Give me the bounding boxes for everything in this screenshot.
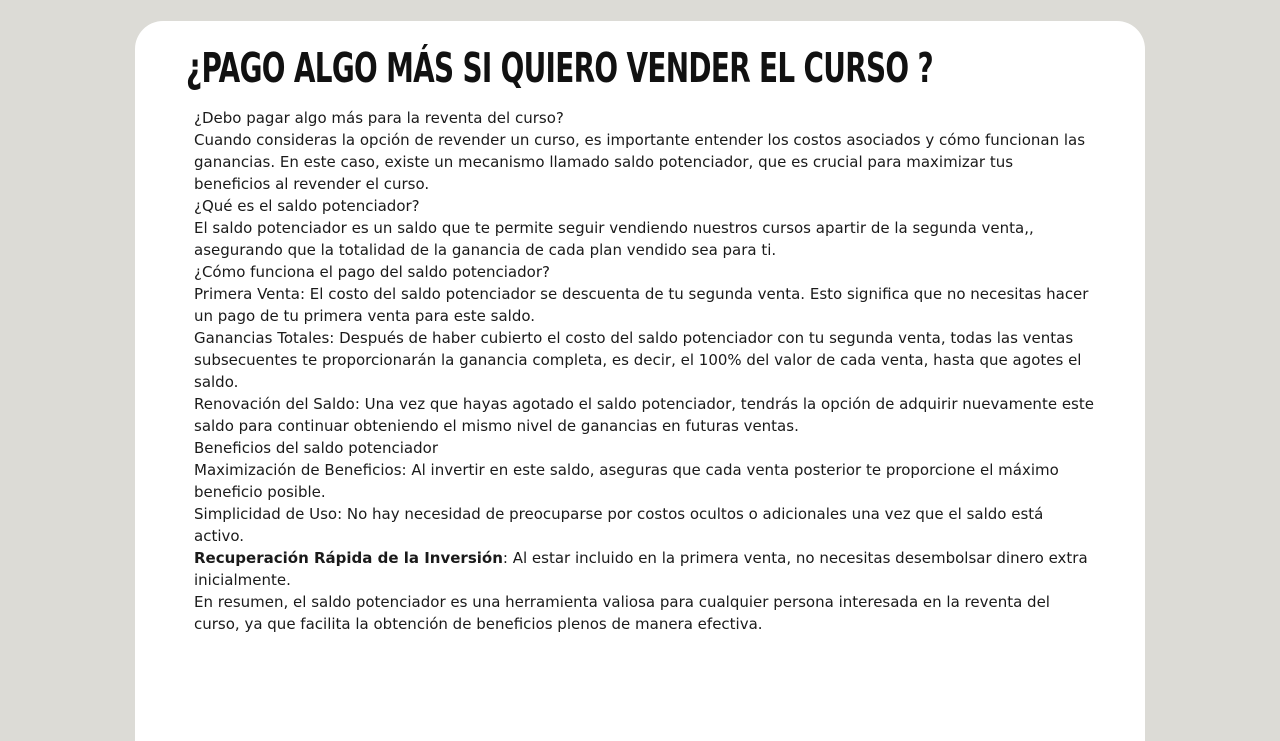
- maximization-paragraph: Maximización de Beneficios: Al invertir en este saldo, aseguras que cada venta posterior te proporcione el máximo beneficio posible.: [194, 461, 1059, 501]
- recovery-paragraph: [194, 547, 1094, 591]
- question-resale-cost: ¿Debo pagar algo más para la reventa del curso?: [194, 109, 564, 127]
- saldo-definition: El saldo potenciador es un saldo que te permite seguir vendiendo nuestros cursos apartir de la segunda venta,, asegurando que la totalidad de la ganancia de cada plan vendido sea para ti.: [194, 219, 1034, 259]
- simplicity-paragraph: Simplicidad de Uso: No hay necesidad de preocuparse por costos ocultos o adicionales una vez que el saldo está activo.: [194, 505, 1044, 545]
- page-title: ¿PAGO ALGO MÁS SI QUIERO VENDER EL CURSO ?: [186, 44, 933, 92]
- benefits-heading: Beneficios del saldo potenciador: [194, 439, 438, 457]
- renewal-paragraph: Renovación del Saldo: Una vez que hayas agotado el saldo potenciador, tendrás la opción de adquirir nuevamente este saldo para continuar obteniendo el mismo nivel de ganancias en futuras ventas.: [194, 395, 1094, 435]
- recovery-text: : Al estar incluido en la primera venta, no necesitas desembolsar dinero extra inicialmente.: [194, 549, 1088, 589]
- article-body: [194, 107, 1094, 635]
- summary-paragraph: En resumen, el saldo potenciador es una herramienta valiosa para cualquier persona interesada en la reventa del curso, ya que facilita la obtención de beneficios plenos de manera efectiva.: [194, 593, 1050, 633]
- first-sale-paragraph: Primera Venta: El costo del saldo potenciador se descuenta de tu segunda venta. Esto significa que no necesitas hacer un pago de tu primera venta para este saldo.: [194, 285, 1089, 325]
- total-earnings-paragraph: Ganancias Totales: Después de haber cubierto el costo del saldo potenciador con tu segunda venta, todas las ventas subsecuentes te proporcionarán la ganancia completa, es decir, el 100% del valor de cada venta, hasta que agotes el saldo.: [194, 329, 1082, 391]
- question-how-payment-works: ¿Cómo funciona el pago del saldo potenciador?: [194, 263, 550, 281]
- intro-paragraph: Cuando consideras la opción de revender un curso, es importante entender los costos asociados y cómo funcionan las ganancias. En este caso, existe un mecanismo llamado saldo potenciador, que es crucial para maximizar tus beneficios al revender el curso.: [194, 131, 1086, 193]
- recovery-label: Recuperación Rápida de la Inversión: [194, 549, 503, 567]
- question-what-is-saldo: ¿Qué es el saldo potenciador?: [194, 197, 420, 215]
